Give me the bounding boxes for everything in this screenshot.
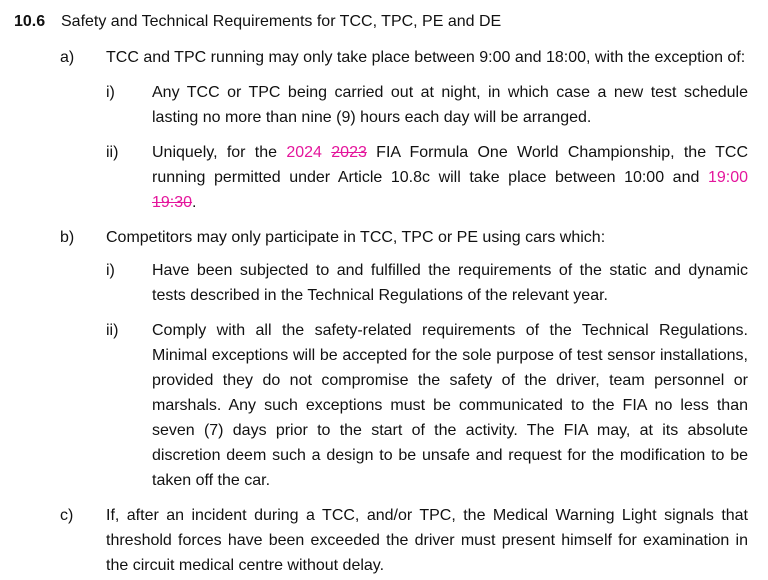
item-b-i-label: i): [106, 262, 115, 279]
section-number: 10.6: [14, 13, 46, 30]
inserted-time: 19:00: [707, 169, 748, 186]
item-a-i-text: Any TCC or TPC being carried out at night, in which case a new test schedule lasting no more than nine (9) hours each day will be arranged.: [152, 84, 748, 126]
item-a-text: TCC and TPC running may only take place between 9:00 and 18:00, with the exception of:: [106, 49, 746, 66]
section-title: Safety and Technical Requirements for TCC, TPC, PE and DE: [61, 13, 502, 30]
item-a-ii-text: [152, 140, 748, 215]
item-a-ii-text-1: Uniquely, for the: [152, 144, 278, 161]
item-b-i-text: Have been subjected to and fulfilled the requirements of the static and dynamic tests described in the Technical Regulations of the relevant year.: [152, 262, 748, 304]
item-b-ii-text: Comply with all the safety-related requirements of the Technical Regulations. Minimal exceptions will be accepted for the sole purpose of test sensor installations, provided they do not compromise the safety of the driver, team personnel or marshals. Any such exceptions must be communicated to the FIA no less than seven (7) days prior to the start of the activity. The FIA may, at its absolute discretion deem such a design to be unsafe and request for the modification to be taken off the car.: [152, 322, 748, 489]
item-a-ii-label: ii): [106, 144, 119, 161]
item-b-text: Competitors may only participate in TCC, TPC or PE using cars which:: [106, 229, 606, 246]
item-a-ii-text-end: .: [192, 194, 197, 211]
item-a-label: a): [60, 49, 75, 66]
inserted-year: 2024: [286, 144, 322, 161]
item-a-ii-text-2: FIA Formula One World Championship, the TCC running permitted under Article 10.8c will take place between 10:00 and: [152, 144, 748, 186]
item-c-text: If, after an incident during a TCC, and/or TPC, the Medical Warning Light signals that threshold forces have been exceeded the driver must present himself for examination in the circuit medical centre without delay.: [106, 507, 748, 574]
item-a-i-label: i): [106, 84, 115, 101]
deleted-time: 19:30: [152, 194, 193, 211]
item-c-label: c): [60, 507, 74, 524]
item-b-label: b): [60, 229, 75, 246]
section-heading: [14, 9, 754, 34]
deleted-year: 2023: [331, 144, 367, 161]
item-b-ii-label: ii): [106, 322, 119, 339]
